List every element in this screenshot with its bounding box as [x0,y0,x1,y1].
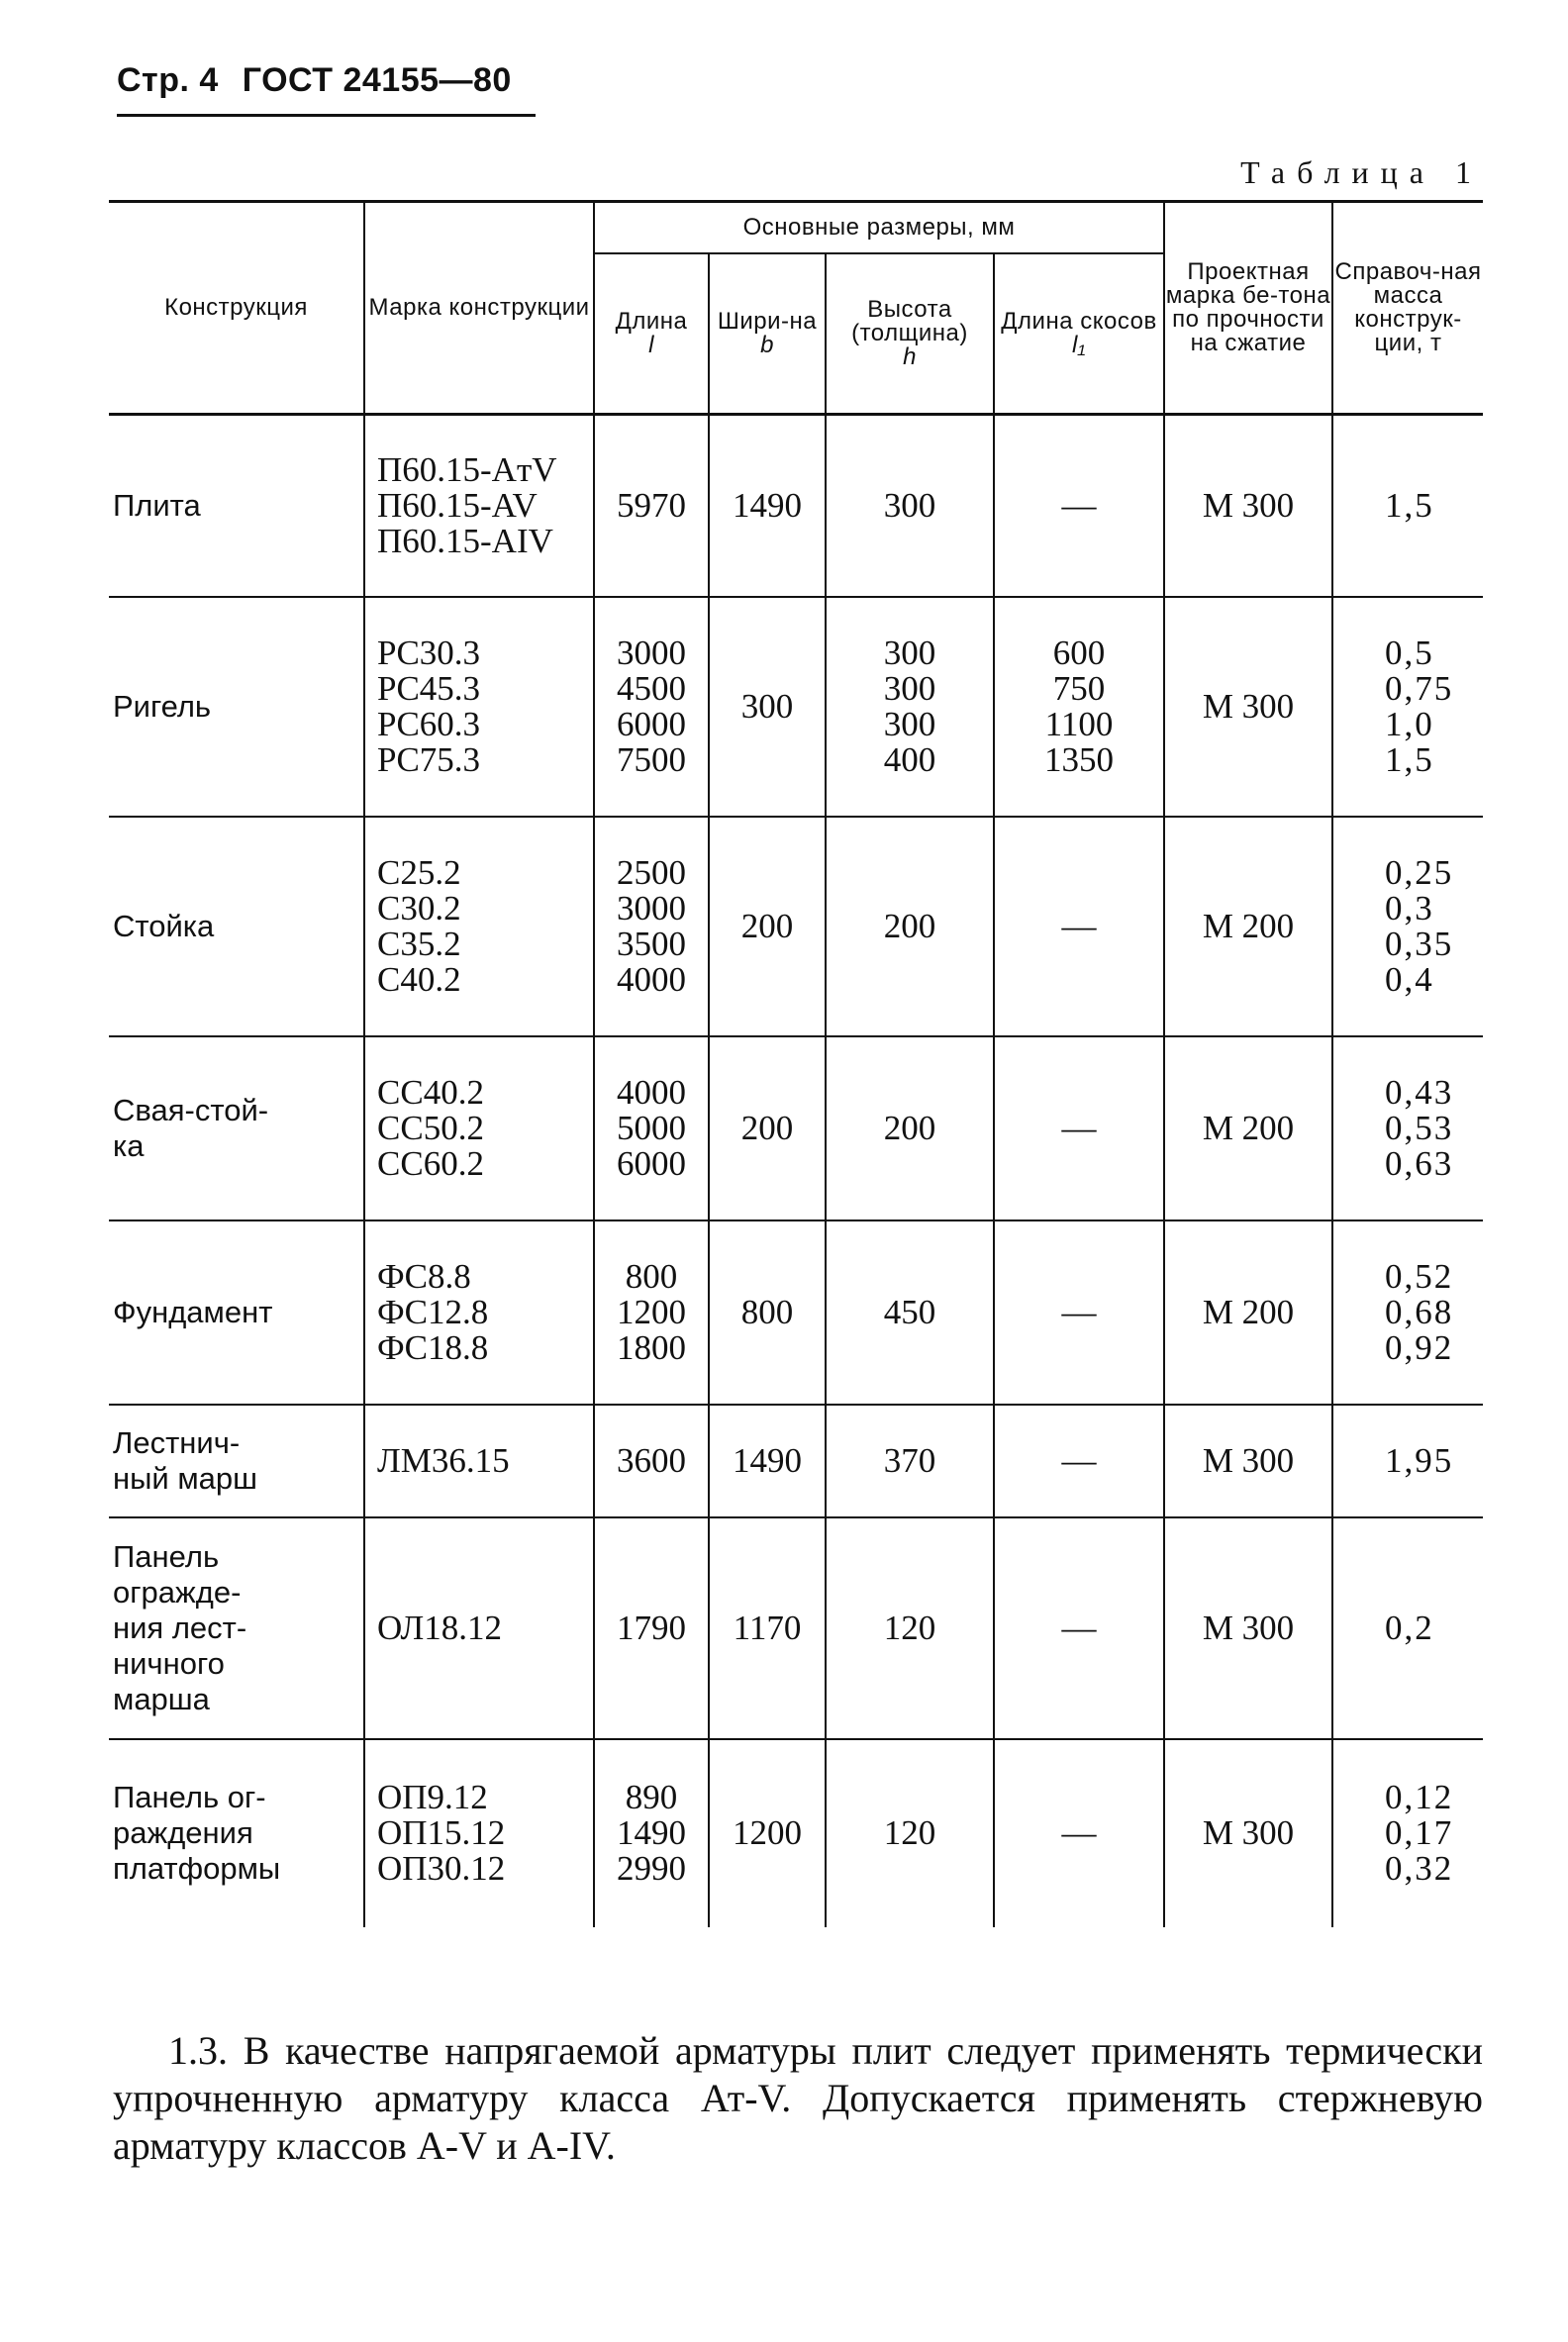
header-width-symbol: b [760,332,774,358]
paragraph-1-3: 1.3. В качестве напрягаемой арматуры плит следует применять термически упрочненную арматуру класса Ат-V. Допускается применять стержневую арматуру классов А-V и А-IV. [113,2028,1483,2168]
cell-concrete: М 300 [1164,1517,1332,1739]
cell-concrete: М 300 [1164,597,1332,817]
cell-bevel: — [994,1517,1164,1739]
cell-mark: П60.15-AтV П60.15-AV П60.15-AIV [364,415,594,597]
header-width [709,253,826,415]
cell-height: 450 [826,1220,994,1405]
cell-mass: 1,95 [1332,1405,1483,1517]
cell-width: 1490 [709,1405,826,1517]
cell-mark: ОЛ18.12 [364,1517,594,1739]
cell-bevel: — [994,817,1164,1036]
cell-width: 200 [709,817,826,1036]
cell-width: 1200 [709,1739,826,1927]
cell-mark: ОП9.12 ОП15.12 ОП30.12 [364,1739,594,1927]
cell-concrete: М 300 [1164,1405,1332,1517]
cell-bevel: — [994,1739,1164,1927]
cell-height: 200 [826,1036,994,1220]
cell-length: 1790 [594,1517,709,1739]
header-bevel-symbol: l₁ [1072,332,1086,358]
cell-mark: ФС8.8 ФС12.8 ФС18.8 [364,1220,594,1405]
cell-construction: Ригель [109,597,364,817]
header-construction: Конструкция [109,202,364,415]
cell-length: 890 1490 2990 [594,1739,709,1927]
page-number: Стр. 4 [117,61,219,99]
cell-width: 300 [709,597,826,817]
table-row [109,1405,1483,1517]
page-header [117,61,536,117]
header-height-symbol: h [903,343,917,370]
header-concrete-grade: Проектная марка бе-тона по прочности на сжатие [1164,202,1332,415]
cell-length: 2500 3000 3500 4000 [594,817,709,1036]
header-mark: Марка конструкции [364,202,594,415]
cell-mark: PC30.3 PC45.3 PC60.3 PC75.3 [364,597,594,817]
table-row [109,1517,1483,1739]
cell-mass: 0,12 0,17 0,32 [1332,1739,1483,1927]
cell-mass: 0,5 0,75 1,0 1,5 [1332,597,1483,817]
specification-table [109,200,1483,1927]
table-row [109,1036,1483,1220]
cell-height: 120 [826,1517,994,1739]
cell-length: 800 1200 1800 [594,1220,709,1405]
header-length-label: Длина [615,308,688,335]
cell-bevel: — [994,1036,1164,1220]
cell-construction: Панель ог- раждения платформы [109,1739,364,1927]
header-length [594,253,709,415]
table-row [109,817,1483,1036]
standard-code: ГОСТ 24155—80 [242,61,512,99]
header-bevel-label: Длина скосов [1001,308,1157,335]
table-row [109,1220,1483,1405]
cell-mass: 0,52 0,68 0,92 [1332,1220,1483,1405]
cell-bevel: 600 750 1100 1350 [994,597,1164,817]
header-bevel [994,253,1164,415]
cell-mass: 0,25 0,3 0,35 0,4 [1332,817,1483,1036]
cell-mass: 1,5 [1332,415,1483,597]
table-row [109,1739,1483,1927]
cell-mass: 0,2 [1332,1517,1483,1739]
table-row [109,597,1483,817]
cell-length: 3600 [594,1405,709,1517]
cell-mass: 0,43 0,53 0,63 [1332,1036,1483,1220]
cell-mark: СС40.2 СС50.2 СС60.2 [364,1036,594,1220]
cell-concrete: М 300 [1164,1739,1332,1927]
cell-height: 370 [826,1405,994,1517]
cell-construction: Стойка [109,817,364,1036]
cell-width: 1490 [709,415,826,597]
cell-concrete: М 200 [1164,1036,1332,1220]
cell-height: 300 [826,415,994,597]
cell-construction: Фундамент [109,1220,364,1405]
cell-width: 1170 [709,1517,826,1739]
header-reference-mass: Справоч-ная масса конструк-ции, т [1332,202,1483,415]
cell-width: 800 [709,1220,826,1405]
cell-concrete: М 200 [1164,1220,1332,1405]
cell-height: 200 [826,817,994,1036]
header-length-symbol: l [648,332,654,358]
cell-mark: С25.2 С30.2 С35.2 С40.2 [364,817,594,1036]
cell-width: 200 [709,1036,826,1220]
header-width-label: Шири-на [717,308,818,335]
cell-concrete: М 200 [1164,817,1332,1036]
cell-bevel: — [994,415,1164,597]
cell-mark: ЛМ36.15 [364,1405,594,1517]
cell-height: 120 [826,1739,994,1927]
cell-construction: Лестнич- ный марш [109,1405,364,1517]
cell-construction: Свая-стой- ка [109,1036,364,1220]
cell-bevel: — [994,1405,1164,1517]
cell-height: 300 300 300 400 [826,597,994,817]
cell-bevel: — [994,1220,1164,1405]
cell-concrete: М 300 [1164,415,1332,597]
cell-length: 4000 5000 6000 [594,1036,709,1220]
cell-construction: Плита [109,415,364,597]
cell-construction: Панель огражде- ния лест- ничного марша [109,1517,364,1739]
table-row [109,415,1483,597]
cell-length: 3000 4500 6000 7500 [594,597,709,817]
header-height-label: Высота (толщина) [851,296,968,346]
cell-length: 5970 [594,415,709,597]
table-title: Таблица 1 [1240,154,1483,190]
header-main-dimensions: Основные размеры, мм [594,202,1164,254]
header-height [826,253,994,415]
